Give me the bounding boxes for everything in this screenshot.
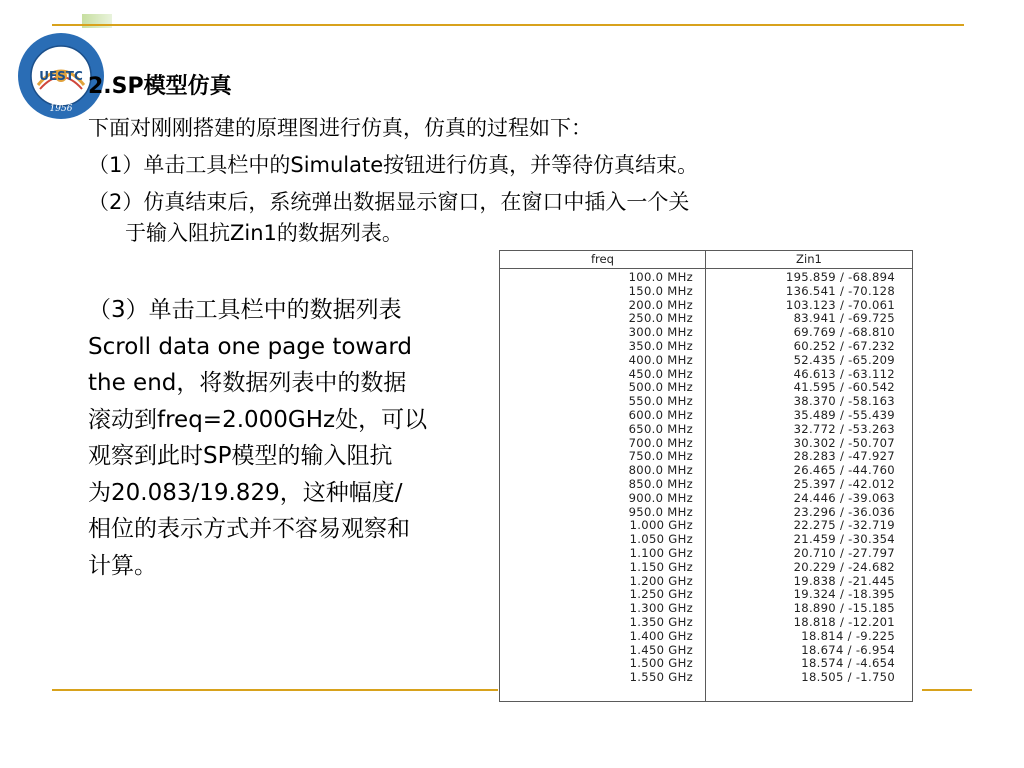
zin1-cell: 22.275 / -32.719	[793, 518, 895, 533]
table-row	[500, 326, 912, 340]
table-row	[500, 602, 912, 616]
zin1-cell: 83.941 / -69.725	[793, 311, 895, 326]
step-1-text: （1）单击工具栏中的Simulate按钮进行仿真，并等待仿真结束。	[88, 153, 699, 177]
logo-year: 1956	[49, 104, 73, 114]
zin1-cell: 18.890 / -15.185	[793, 601, 895, 616]
freq-cell: 500.0 MHz	[628, 380, 693, 395]
table-row	[500, 575, 912, 589]
freq-cell: 1.100 GHz	[629, 545, 693, 560]
table-row	[500, 616, 912, 630]
table-row	[500, 630, 912, 644]
step-3-line: 滚动到freq=2.000GHz处，可以	[88, 406, 428, 433]
zin1-cell: 20.229 / -24.682	[793, 559, 895, 574]
zin1-cell: 52.435 / -65.209	[793, 352, 895, 367]
table-row	[500, 409, 912, 423]
zin1-cell: 21.459 / -30.354	[793, 532, 895, 547]
zin1-cell: 18.505 / -1.750	[801, 670, 895, 685]
table-row	[500, 478, 912, 492]
table-row	[500, 547, 912, 561]
freq-cell: 250.0 MHz	[628, 311, 693, 326]
table-header-divider	[500, 268, 912, 269]
step-3-line: 观察到此时SP模型的输入阻抗	[88, 443, 393, 469]
step-3-line: 计算。	[88, 552, 157, 579]
step-3-line: Scroll data one page toward	[88, 333, 412, 360]
freq-cell: 800.0 MHz	[628, 463, 693, 478]
table-row	[500, 312, 912, 326]
freq-cell: 450.0 MHz	[628, 366, 693, 381]
intro-text: 下面对刚刚搭建的原理图进行仿真，仿真的过程如下：	[88, 116, 592, 140]
table-row	[500, 533, 912, 547]
header-rule	[52, 24, 964, 26]
logo-text: UESTC	[39, 69, 83, 83]
zin1-cell: 26.465 / -44.760	[793, 463, 895, 478]
table-row	[500, 671, 912, 685]
freq-cell: 1.150 GHz	[629, 559, 693, 574]
zin1-cell: 41.595 / -60.542	[793, 380, 895, 395]
freq-cell: 600.0 MHz	[628, 407, 693, 422]
freq-cell: 1.050 GHz	[629, 532, 693, 547]
table-row	[500, 299, 912, 313]
zin1-cell: 195.859 / -68.894	[785, 270, 895, 284]
zin1-cell: 60.252 / -67.232	[793, 338, 895, 353]
zin1-cell: 18.674 / -6.954	[801, 642, 895, 657]
freq-cell: 1.550 GHz	[629, 670, 693, 685]
footer-rule-right	[922, 689, 972, 691]
table-row	[500, 285, 912, 299]
freq-cell: 900.0 MHz	[628, 490, 693, 505]
step-3-line: （3）单击工具栏中的数据列表	[88, 297, 402, 323]
zin1-cell: 19.838 / -21.445	[793, 573, 895, 588]
footer-rule-left	[52, 689, 498, 691]
table-row	[500, 588, 912, 602]
table-body	[500, 271, 912, 685]
slide-title: 2.SP模型仿真	[88, 74, 232, 99]
table-row	[500, 519, 912, 533]
freq-cell: 150.0 MHz	[628, 283, 693, 298]
zin1-cell: 18.574 / -4.654	[801, 656, 895, 671]
table-row	[500, 354, 912, 368]
step-2-text: （2）仿真结束后，系统弹出数据显示窗口，在窗口中插入一个关	[88, 190, 690, 214]
step-3-line: 相位的表示方式并不容易观察和	[88, 516, 410, 542]
freq-cell: 400.0 MHz	[628, 352, 693, 367]
table-row	[500, 340, 912, 354]
table-row	[500, 657, 912, 671]
table-header-freq: freq	[590, 252, 615, 266]
zin1-cell: 136.541 / -70.128	[785, 283, 895, 298]
zin1-cell: 18.814 / -9.225	[801, 628, 895, 643]
freq-cell: 750.0 MHz	[628, 449, 693, 464]
freq-cell: 1.400 GHz	[629, 628, 693, 643]
freq-cell: 700.0 MHz	[628, 435, 693, 450]
freq-cell: 200.0 MHz	[628, 297, 693, 312]
table-header-zin1: Zin1	[796, 252, 822, 266]
zin1-cell: 69.769 / -68.810	[793, 325, 895, 340]
freq-cell: 1.350 GHz	[629, 614, 693, 629]
freq-cell: 950.0 MHz	[628, 504, 693, 519]
table-row	[500, 395, 912, 409]
step-3-line: the end，将数据列表中的数据	[88, 370, 407, 396]
step-3-line: 为20.083/19.829，这种幅度/	[88, 479, 403, 506]
table-row	[500, 464, 912, 478]
zin1-cell: 25.397 / -42.012	[793, 476, 895, 491]
zin1-cell: 35.489 / -55.439	[793, 407, 895, 422]
table-row	[500, 423, 912, 437]
freq-cell: 100.0 MHz	[628, 270, 693, 284]
freq-cell: 350.0 MHz	[628, 338, 693, 353]
zin1-cell: 38.370 / -58.163	[793, 394, 895, 409]
zin1-cell: 30.302 / -50.707	[793, 435, 895, 450]
table-row	[500, 492, 912, 506]
freq-cell: 650.0 MHz	[628, 421, 693, 436]
freq-cell: 1.300 GHz	[629, 601, 693, 616]
zin1-cell: 20.710 / -27.797	[793, 545, 895, 560]
table-row	[500, 368, 912, 382]
step-2-text-continued: 于输入阻抗Zin1的数据列表。	[125, 221, 403, 245]
freq-cell: 850.0 MHz	[628, 476, 693, 491]
zin1-cell: 103.123 / -70.061	[785, 297, 895, 312]
zin1-cell: 28.283 / -47.927	[793, 449, 895, 464]
table-row	[500, 644, 912, 658]
zin1-cell: 19.324 / -18.395	[793, 587, 895, 602]
zin1-cell: 32.772 / -53.263	[793, 421, 895, 436]
freq-cell: 1.000 GHz	[629, 518, 693, 533]
zin1-cell: 18.818 / -12.201	[793, 614, 895, 629]
table-row	[500, 381, 912, 395]
freq-cell: 1.250 GHz	[629, 587, 693, 602]
table-row	[500, 437, 912, 451]
step-3-text	[88, 292, 498, 584]
table-row	[500, 561, 912, 575]
freq-cell: 1.500 GHz	[629, 656, 693, 671]
zin1-cell: 24.446 / -39.063	[793, 490, 895, 505]
freq-cell: 1.450 GHz	[629, 642, 693, 657]
table-row	[500, 506, 912, 520]
zin1-cell: 23.296 / -36.036	[793, 504, 895, 519]
freq-cell: 300.0 MHz	[628, 325, 693, 340]
data-table[interactable]	[499, 250, 913, 702]
freq-cell: 1.200 GHz	[629, 573, 693, 588]
table-row	[500, 271, 912, 285]
zin1-cell: 46.613 / -63.112	[793, 366, 895, 381]
table-row	[500, 450, 912, 464]
freq-cell: 550.0 MHz	[628, 394, 693, 409]
